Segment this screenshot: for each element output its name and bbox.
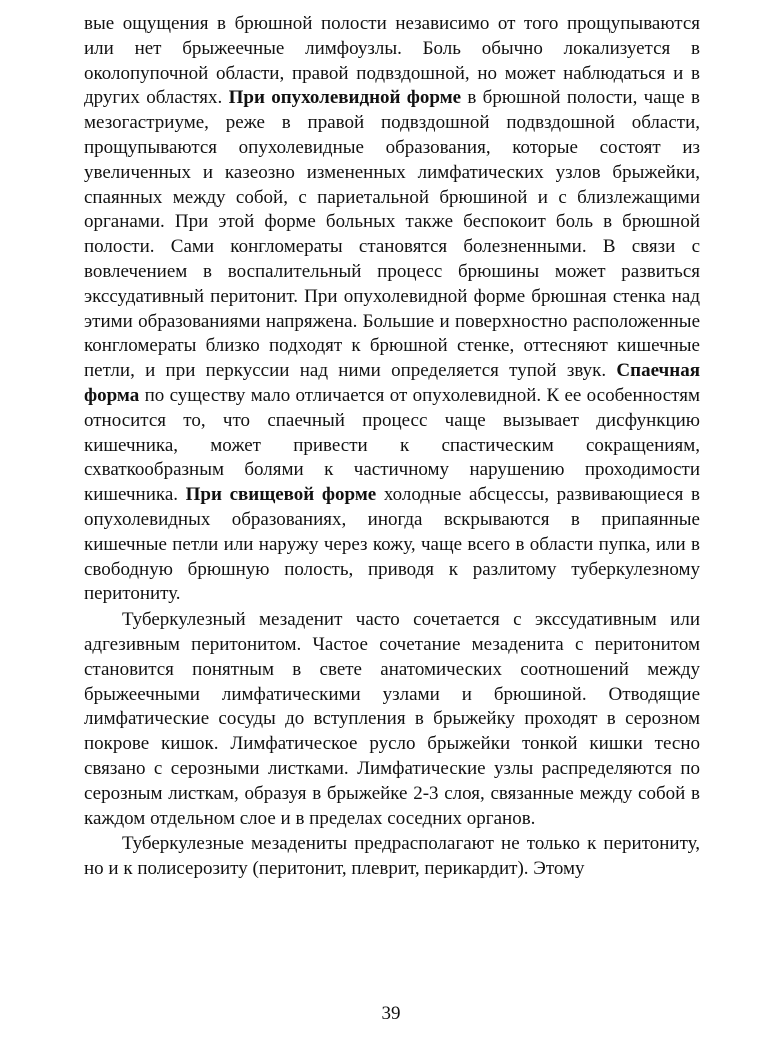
text-run: Туберкулезные мезадениты предрасполагают не только к перитониту, но и к полисерозиту (перитонит, плеврит, перикардит). Этому xyxy=(84,833,700,880)
text-run: в брюшной полости, чаще в мезогастриуме, реже в правой подвздошной подвздошной области, прощупываются опухолевидные образования, которые состоят из увеличенных и казеозно измененных лимфатических узлов брыжейки, спаянных между собой, с париетальной брюшиной и с близлежащими органами. При этой форме больных также беспокоит боль в брюшной полости. Сами конгломераты становятся болезненными. В связи с вовлечением в воспалительный процесс брюшины может развиться экссудативный перитонит. При опухолевидной форме брюшная стенка над этими образованиями напряжена. Большие и поверхностно расположенные конгломераты близко подходят к брюшной стенке, оттесняют кишечные петли, и при перкуссии над ними определяется тупой звук. xyxy=(84,87,700,382)
paragraph-3 xyxy=(84,832,700,882)
bold-term-tumor-form: При опухолевидной форме xyxy=(228,87,462,109)
paragraph-1 xyxy=(84,12,700,607)
page-text xyxy=(84,12,700,882)
text-run: Туберкулезный мезаденит часто сочетается с экссудативным или адгезивным перитонитом. Частое сочетание мезаденита с перитонитом становится понятным в свете анатомических соотношений между брыжеечными лимфатическими узлами и брюшиной. Отводящие лимфатические сосуды до вступления в брыжейку проходят в серозном покрове кишок. Лимфатическое русло брыжейки тонкой кишки тесно связано с серозными листками. Лимфатические узлы распределяются по серозным листкам, образуя в брыжейке 2-3 слоя, связанные между собой в каждом отдельном слое и в пределах соседних органов. xyxy=(84,609,700,829)
text-run: вые ощущения в брюшной полости независимо от того прощупываются или нет брыжеечные лимфоузлы. Боль обычно локализуется в околопупочной области, правой подвздошной, но может наблюдаться и в других областях. xyxy=(84,13,700,109)
text-run: по существу мало отличается от опухолевидной. К ее особенностям относится то, что спаечный процесс чаще вызывает дисфункцию кишечника, может привести к спастическим сокращениям, схваткообразным болями к частичному нарушению проходимости кишечника. xyxy=(84,384,700,506)
page-number: 39 xyxy=(381,1003,401,1024)
paragraph-2 xyxy=(84,608,700,831)
bold-term-adhesive-form: Спаечная форма xyxy=(84,360,700,406)
bold-term-fistula-form: При свищевой форме xyxy=(185,484,377,506)
text-run: холодные абсцессы, развивающиеся в опухолевидных образованиях, иногда вскрываются в припаянные кишечные петли или наружу через кожу, чаще всего в области пупка, или в свободную брюшную полость, приводя к разлитому туберкулезному перитониту. xyxy=(84,484,700,605)
